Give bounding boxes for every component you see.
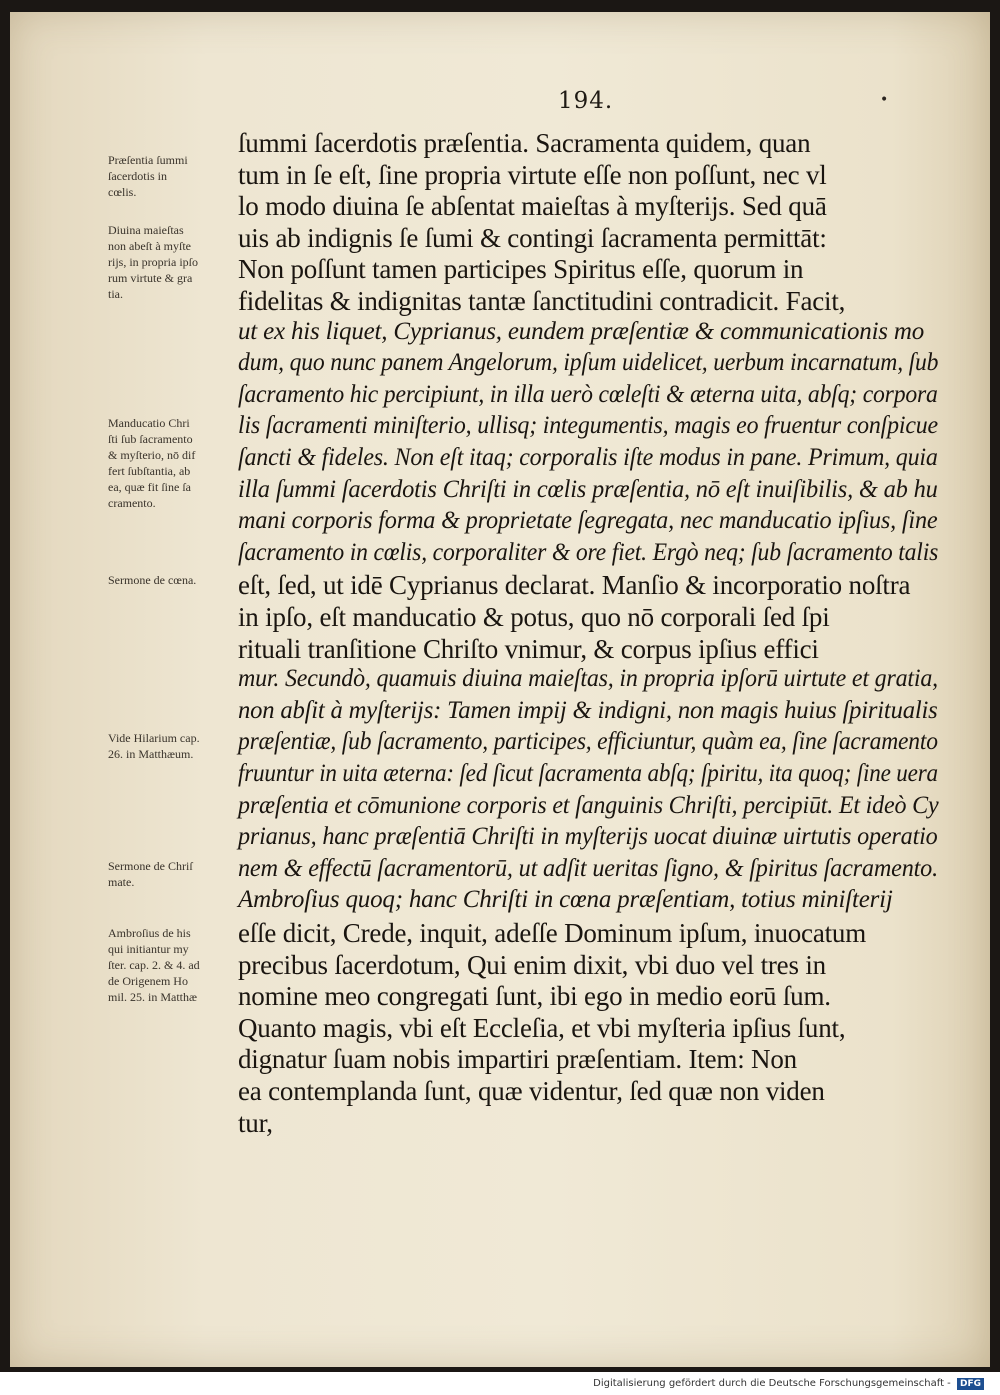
body-line: lo modo diuina ſe abſentat maieſtas à myſterijs. Sed quā	[238, 191, 827, 222]
body-line: eſt, ſed, ut idē Cyprianus declarat. Manſio & incorporatio noſtra	[238, 570, 911, 601]
body-line: Ambroſius quoq; hanc Chriſti in cœna præſentiam, totius miniſterij	[238, 886, 893, 914]
body-line: uis ab indignis ſe ſumi & contingi ſacramenta permittāt:	[238, 222, 827, 253]
body-line: tum in ſe eſt, ſine propria virtute eſſe non poſſunt, nec vl	[238, 159, 827, 190]
body-line: ut ex his liquet, Cyprianus, eundem præſentiæ & communicationis mo	[238, 317, 925, 345]
margin-note-3: Manducatio Chri ſti ſub ſacramento & myſterio, nō dif fert ſubſtantia, ab ea, quæ fit ſine ſa cramento.	[108, 416, 196, 510]
body-line: nem & effectū ſacramentorū, ut adſit ueritas ſigno, & ſpiritus ſacramento.	[238, 854, 938, 882]
body-line: precibus ſacerdotum, Qui enim dixit, vbi duo vel tres in	[238, 949, 826, 980]
body-line: dum, quo nunc panem Angelorum, ipſum uidelicet, uerbum incarnatum, ſub	[238, 349, 939, 377]
body-line: Non poſſunt tamen participes Spiritus eſſe, quorum in	[238, 254, 804, 285]
body-line: fruuntur in uita æterna: ſed ſicut ſacramenta abſq; ſpiritu, ita quoq; ſine uera	[238, 760, 938, 787]
body-line: mur. Secundò, quamuis diuina maieſtas, in propria ipſorū uirtute et gratia,	[238, 665, 938, 693]
body-line: tur,	[238, 1107, 273, 1138]
corner-mark: •	[880, 92, 889, 108]
body-line: ſummi ſacerdotis præſentia. Sacramenta quidem, quan	[238, 128, 811, 158]
body-line: in ipſo, eſt manducatio & potus, quo nō corporali ſed ſpi	[238, 602, 830, 632]
body-line: mani corporis forma & proprietate ſegregata, nec manducatio ipſius, ſine	[238, 507, 938, 535]
margin-note-6: Sermone de Chriſ mate.	[108, 859, 193, 889]
margin-note-5: Vide Hilarium cap. 26. in Matthæum.	[108, 731, 200, 761]
body-line: Quanto magis, vbi eſt Eccleſia, et vbi myſteria ipſius ſunt,	[238, 1012, 846, 1043]
margin-note-1: Præſentia ſummi ſacerdotis in cœlis.	[108, 153, 188, 199]
footer	[593, 1378, 984, 1390]
body-line: ſacramento hic percipiunt, in illa uerò cœleſti & æterna uita, abſq; corpora	[238, 380, 938, 408]
footer-text: Digitalisierung gefördert durch die Deutsche Forschungsgemeinschaft -	[593, 1378, 951, 1389]
dfg-logo: DFG	[957, 1378, 984, 1390]
body-line: præſentiæ, ſub ſacramento, participes, efficiuntur, quàm ea, ſine ſacramento	[238, 728, 938, 756]
margin-note-7: Ambroſius de his qui initiantur my ſter. cap. 2. & 4. ad de Origenem Ho mil. 25. in Matthæ	[108, 926, 200, 1004]
body-line: ſancti & fideles. Non eſt itaq; corporalis iſte modus in pane. Primum, quia	[238, 444, 938, 471]
body-line: ea contemplanda ſunt, quæ videntur, ſed quæ non viden	[238, 1076, 825, 1106]
body-line: non abſit à myſterijs: Tamen impij & indigni, non magis huius ſpiritualis	[238, 696, 938, 724]
body-line: fidelitas & indignitas tantæ ſanctitudini contradicit. Facit,	[238, 286, 846, 316]
body-line: prianus, hanc præſentiā Chriſti in myſterijs uocat diuinæ uirtutis operatio	[238, 823, 938, 851]
body-line: nomine meo congregati ſunt, ibi ego in medio eorū ſum.	[238, 981, 831, 1012]
body-line: præſentia et cōmunione corporis et ſanguinis Chriſti, percipiūt. Et ideò Cy	[238, 791, 939, 819]
body-line: lis ſacramenti miniſterio, ullisq; integumentis, magis eo fruentur conſpicue	[238, 412, 938, 440]
body-line: eſſe dicit, Crede, inquit, adeſſe Dominum ipſum, inuocatum	[238, 918, 867, 948]
margin-note-4: Sermone de cœna.	[108, 573, 197, 587]
page-number: 194.	[558, 88, 614, 114]
body-line: ſacramento in cœlis, corporaliter & ore fiet. Ergò neq; ſub ſacramento talis	[238, 538, 939, 566]
body-line: rituali tranſitione Chriſto vnimur, & corpus ipſius effici	[238, 633, 819, 664]
body-line: illa ſummi ſacerdotis Chriſti in cœlis præſentia, nō eſt inuiſibilis, & ab hu	[238, 475, 938, 503]
margin-note-2: Diuina maieſtas non abeſt à myſte rijs, in propria ipſo rum virtute & gra tia.	[108, 223, 198, 301]
body-line: dignatur ſuam nobis impartiri præſentiam. Item: Non	[238, 1044, 797, 1075]
